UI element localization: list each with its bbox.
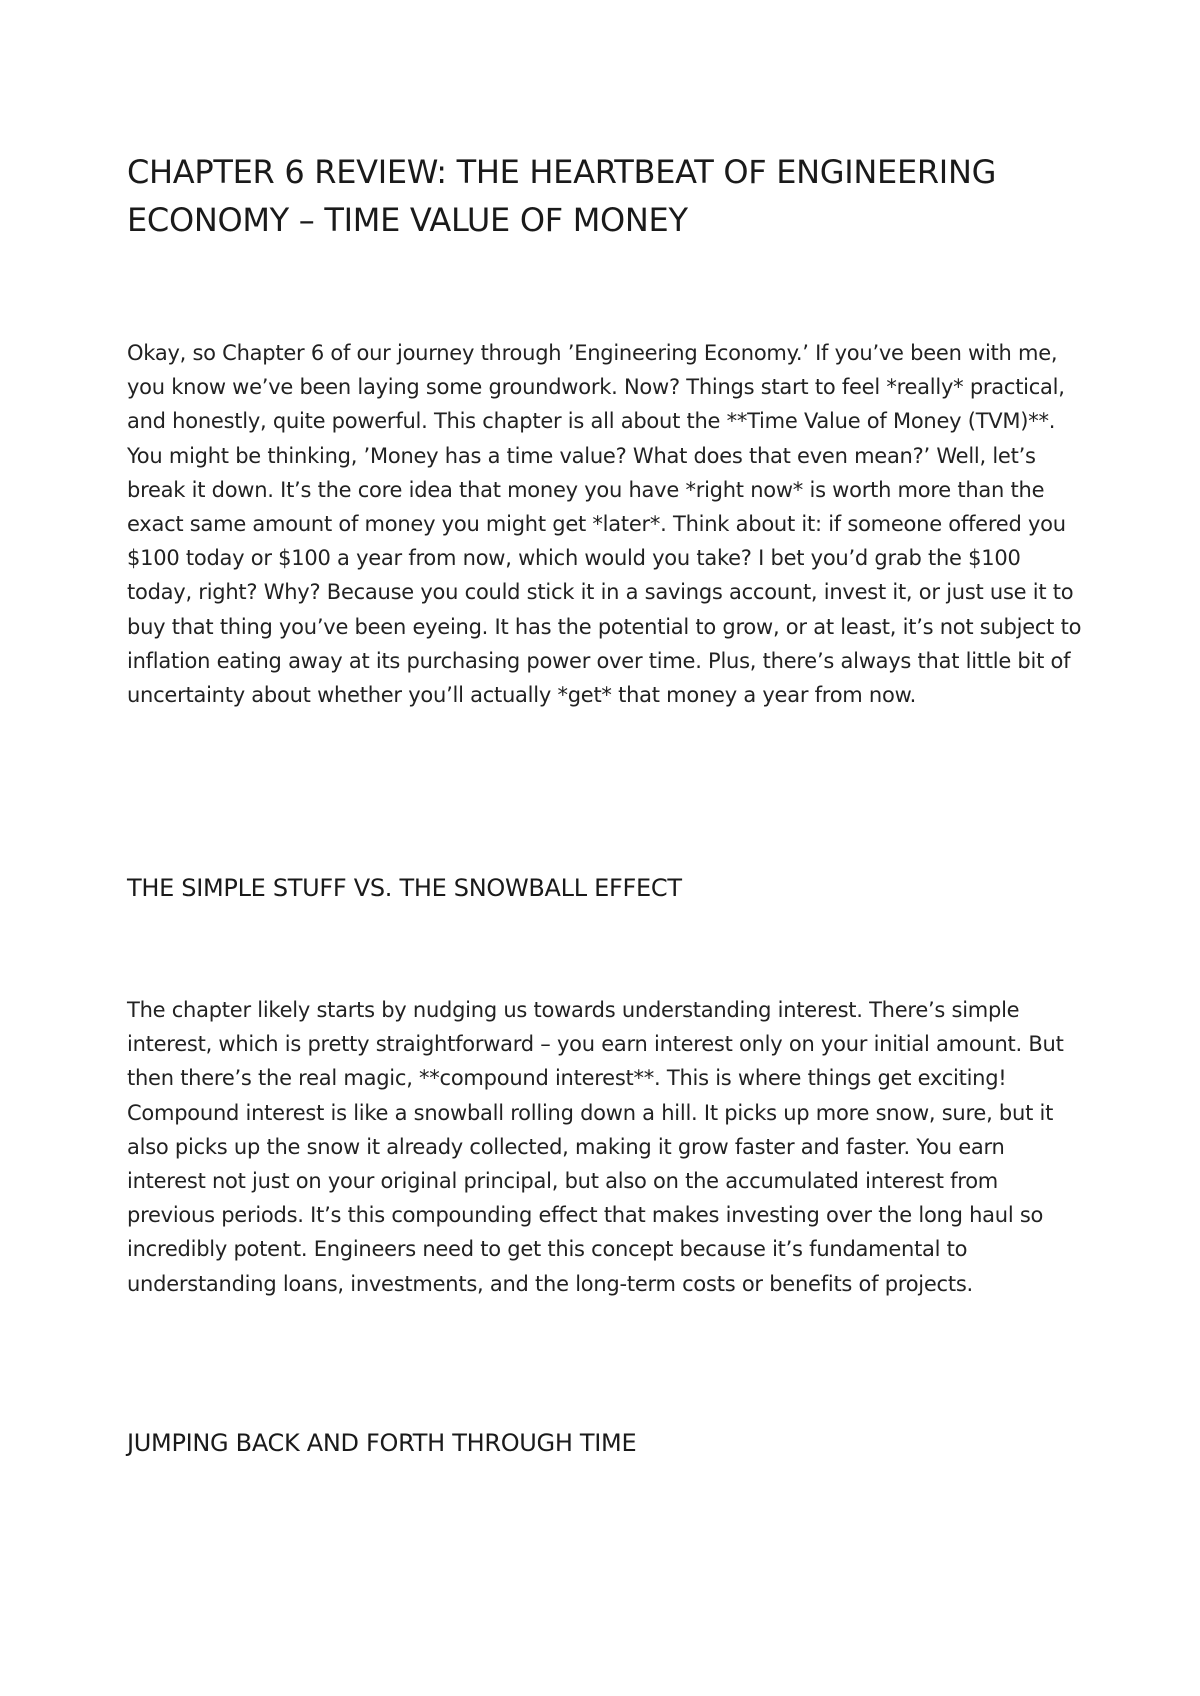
- section-heading-simple-vs-snowball: THE SIMPLE STUFF VS. THE SNOWBALL EFFECT: [127, 874, 682, 902]
- document-title: CHAPTER 6 REVIEW: THE HEARTBEAT OF ENGINEERING ECONOMY – TIME VALUE OF MONEY: [127, 153, 997, 239]
- section-heading-time-travel: JUMPING BACK AND FORTH THROUGH TIME: [127, 1429, 637, 1457]
- intro-paragraph: Okay, so Chapter 6 of our journey through ’Engineering Economy.’ If you’ve been with me, you know we’ve been laying some groundwork. Now? Things start to feel *really* practical, and honestly, quite powerful. This chapter is all about the **Time Value of Money (TVM)**. You might be thinking, ’Money has a time value? What does that even mean?’ Well, let’s break it down. It’s the core idea that money you have *right now* is worth more than the exact same amount of money you might get *later*. Think about it: if someone offered you $100 today or $100 a year from now, which would you take? I bet you’d grab the $100 today, right? Why? Because you could stick it in a savings account, invest it, or just use it to buy that thing you’ve been eyeing. It has the potential to grow, or at least, it’s not subject to inflation eating away at its purchasing power over time. Plus, there’s always that little bit of uncertainty about whether you’ll actually *get* that money a year from now.: [127, 341, 1082, 708]
- section-paragraph-interest: The chapter likely starts by nudging us towards understanding interest. There’s simple interest, which is pretty straightforward – you earn interest only on your initial amount. But then there’s the real magic, **compound interest**. This is where things get exciting! Compound interest is like a snowball rolling down a hill. It picks up more snow, sure, but it also picks up the snow it already collected, making it grow faster and faster. You earn interest not just on your original principal, but also on the accumulated interest from previous periods. It’s this compounding effect that makes investing over the long haul so incredibly potent. Engineers need to get this concept because it’s fundamental to understanding loans, investments, and the long-term costs or benefits of projects.: [127, 998, 1064, 1296]
